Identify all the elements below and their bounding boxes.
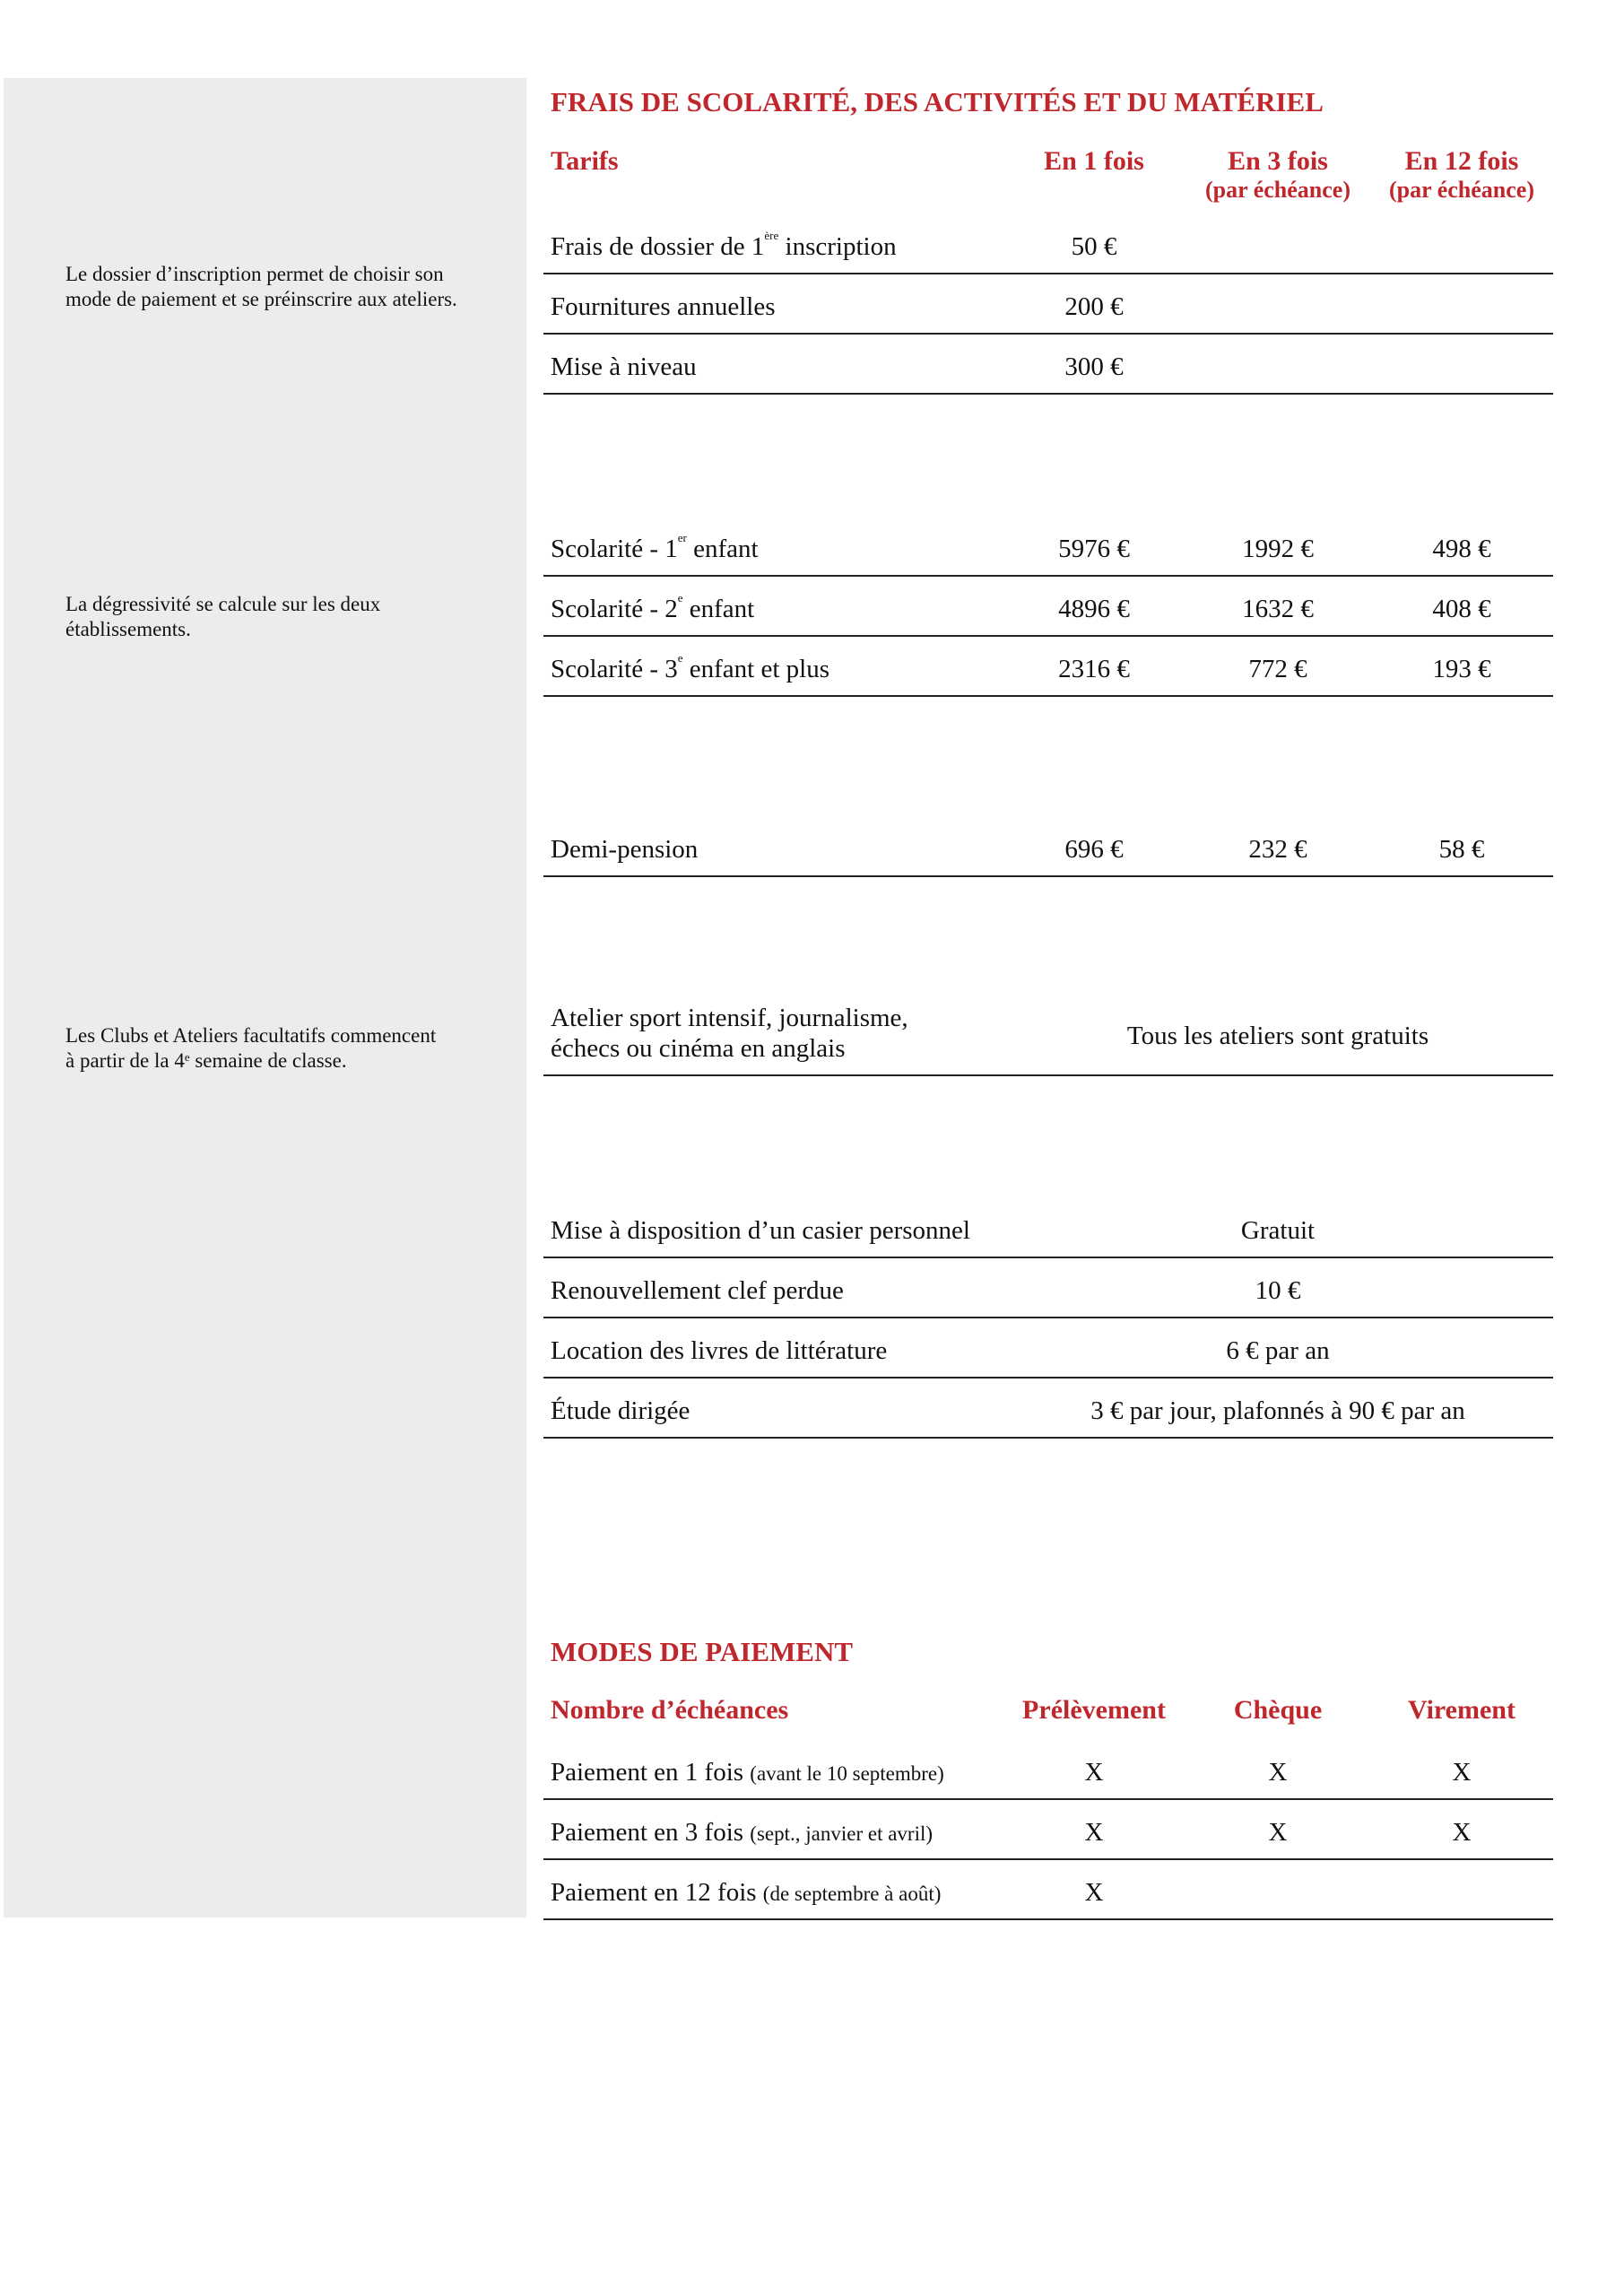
table-row xyxy=(543,1800,1553,1860)
row-label: Fournitures annuelles xyxy=(551,292,776,321)
note-clubs-line1: Les Clubs et Ateliers facultatifs commencent xyxy=(65,1024,437,1047)
row-value-1: 2316 € xyxy=(1058,655,1130,683)
table-row xyxy=(543,1378,1553,1439)
row-value-span: Gratuit xyxy=(1240,1216,1316,1245)
payment-col-cheque: Chèque xyxy=(1233,1695,1323,1725)
row-cheque: X xyxy=(1268,1758,1288,1787)
row-virement: X xyxy=(1452,1758,1472,1787)
row-label: Frais de dossier de 1ère inscription xyxy=(551,229,897,261)
fees-col-12-label: En 12 fois xyxy=(1404,146,1519,176)
sidebar-panel xyxy=(4,78,526,1918)
row-label: Étude dirigée xyxy=(551,1396,690,1425)
row-label: Paiement en 12 fois (de septembre à août) xyxy=(551,1878,942,1907)
payment-col-prelevement: Prélèvement xyxy=(1022,1695,1166,1725)
row-value-1: 200 € xyxy=(1064,292,1124,321)
table-row xyxy=(543,817,1553,877)
row-label: Paiement en 3 fois (sept., janvier et avril) xyxy=(551,1818,934,1847)
table-row xyxy=(543,335,1553,395)
payment-col-label: Nombre d’échéances xyxy=(551,1695,789,1725)
fees-col-1-label: En 1 fois xyxy=(1044,146,1144,176)
table-row xyxy=(543,1318,1553,1378)
row-label: Scolarité - 1er enfant xyxy=(551,531,759,563)
table-row xyxy=(543,214,1553,274)
row-value-span: 10 € xyxy=(1255,1276,1301,1305)
note-clubs xyxy=(65,1023,496,1074)
note-clubs-line2b: semaine de classe. xyxy=(189,1049,347,1072)
row-prelevement: X xyxy=(1084,1878,1104,1907)
note-inscription: Le dossier d’inscription permet de choisir son mode de paiement et se préinscrire aux ateliers. xyxy=(65,263,457,310)
row-label: Atelier sport intensif, journalisme, échecs ou cinéma en anglais xyxy=(551,1004,908,1063)
table-row xyxy=(543,274,1553,335)
row-value-1: 50 € xyxy=(1071,232,1117,261)
row-label: Location des livres de littérature xyxy=(551,1336,888,1365)
table-row xyxy=(543,1258,1553,1318)
row-value-12: 498 € xyxy=(1432,535,1491,563)
row-label: Scolarité - 2e enfant xyxy=(551,591,755,623)
row-value-1: 696 € xyxy=(1064,835,1124,864)
table-row xyxy=(543,577,1553,637)
row-value-12: 193 € xyxy=(1432,655,1491,683)
row-value-3: 1632 € xyxy=(1242,595,1314,623)
payment-col-virement: Virement xyxy=(1408,1695,1515,1725)
note-degressivite: La dégressivité se calcule sur les deux établissements. xyxy=(65,593,381,640)
fees-col-3-sub: (par échéance) xyxy=(1205,177,1350,203)
row-label: Scolarité - 3e enfant et plus xyxy=(551,651,829,683)
row-cheque: X xyxy=(1268,1818,1288,1847)
fees-col-3 xyxy=(1188,146,1368,204)
table-row xyxy=(543,996,1553,1076)
fees-col-1 xyxy=(1004,146,1184,177)
table-row xyxy=(543,1860,1553,1920)
row-value-3: 232 € xyxy=(1248,835,1307,864)
row-value-12: 408 € xyxy=(1432,595,1491,623)
note-clubs-sup: e xyxy=(184,1050,190,1064)
row-label: Mise à niveau xyxy=(551,352,697,381)
row-value-3: 772 € xyxy=(1248,655,1307,683)
table-row xyxy=(543,1740,1553,1800)
fees-col-label: Tarifs xyxy=(551,146,619,176)
row-value-span: Tous les ateliers sont gratuits xyxy=(1126,1022,1429,1050)
row-virement: X xyxy=(1452,1818,1472,1847)
row-label: Renouvellement clef perdue xyxy=(551,1276,844,1305)
row-value-12: 58 € xyxy=(1438,835,1485,864)
fees-col-12 xyxy=(1372,146,1551,204)
row-value-span: 3 € par jour, plafonnés à 90 € par an xyxy=(1090,1396,1465,1425)
row-value-1: 300 € xyxy=(1064,352,1124,381)
row-label: Demi-pension xyxy=(551,835,699,864)
fees-title: FRAIS DE SCOLARITÉ, DES ACTIVITÉS ET DU MATÉRIEL xyxy=(551,86,1324,117)
row-prelevement: X xyxy=(1084,1758,1104,1787)
table-row xyxy=(543,517,1553,577)
fees-col-12-sub: (par échéance) xyxy=(1389,177,1534,203)
table-row xyxy=(543,1198,1553,1258)
row-label: Paiement en 1 fois (avant le 10 septembre) xyxy=(551,1758,944,1787)
fees-col-3-label: En 3 fois xyxy=(1228,146,1328,176)
row-value-span: 6 € par an xyxy=(1226,1336,1330,1365)
table-row xyxy=(543,637,1553,697)
payment-title: MODES DE PAIEMENT xyxy=(551,1636,854,1667)
row-label: Mise à disposition d’un casier personnel xyxy=(551,1216,970,1245)
row-value-3: 1992 € xyxy=(1242,535,1314,563)
row-prelevement: X xyxy=(1084,1818,1104,1847)
note-clubs-line2: à partir de la 4 xyxy=(65,1049,185,1072)
row-value-1: 5976 € xyxy=(1058,535,1130,563)
row-value-1: 4896 € xyxy=(1058,595,1130,623)
